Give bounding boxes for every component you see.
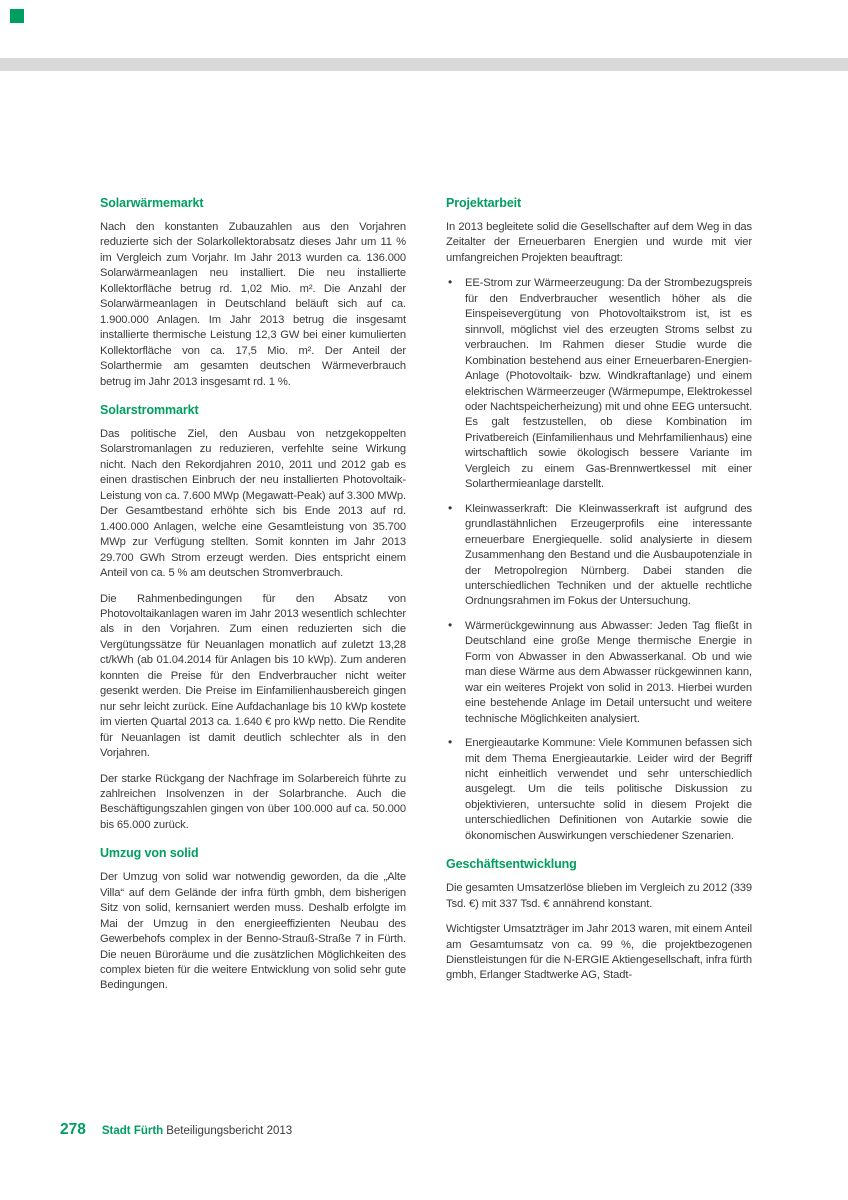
section-umzug-von-solid [100, 846, 406, 994]
bullet-icon: • [448, 735, 453, 750]
footer-document-title: Beteiligungsbericht 2013 [166, 1125, 293, 1137]
page-number: 278 [60, 1121, 86, 1138]
section-solarstrommarkt [100, 403, 406, 833]
paragraph: Nach den konstanten Zubauzahlen aus den Vorjahren reduzierte sich der Solarkollektorabsatz dieses Jahr um 11 % im Vergleich zum Vorjahr. Im Jahr 2013 wurden ca. 136.000 Solarwärmeanlagen neu installiert. Die neu installierte Kollektorfläche betrug rd. 1,02 Mio. m². Die Anzahl der Solarwärmeanlagen in Deutschland beläuft sich auf ca. 1.900.000 Anlagen. Im Jahr 2013 betrug die insgesamt installierte thermische Leistung 12,3 GW bei einer kumulierten Kollektorfläche von ca. 17,5 Mio. m². Der Anteil der Solarthermie am gesamten deutschen Wärmeverbrauch betrug im Jahr 2013 insgesamt rd. 1 %. [100, 221, 406, 388]
section-solarwaermemarkt [100, 196, 406, 390]
list-item [446, 276, 752, 492]
section-heading: Umzug von solid [100, 846, 199, 861]
paragraph: Die Rahmenbedingungen für den Absatz von Photovoltaikanlagen waren im Jahr 2013 wesentlich schlechter als in den Vorjahren. Zum einen reduzierten sich die Vergütungssätze für Neuanlagen monatlich auf zuletzt 13,28 ct/kWh (ab 01.04.2014 für Anlagen bis 10 kWp). Zum anderen konnten die Preise für den Endverbraucher nicht weiter gesenkt werden. Die Preise im Einfamilienhausbereich gingen nur sehr leicht zurück. Eine Aufdachanlage bis 10 kWp kostete im vierten Quartal 2013 ca. 1.640 € pro kWp netto. Die Rendite für Neuanlagen ist damit deutlich schlechter als in den Vorjahren. [100, 592, 406, 760]
section-heading: Projektarbeit [446, 196, 522, 210]
paragraph: In 2013 begleitete solid die Gesellschafter auf dem Weg in das Zeitalter der Erneuerbaren Energien und wurde mit vier umfangreichen Projekten beauftragt: [446, 221, 752, 264]
list-item-text: Kleinwasserkraft: Die Kleinwasserkraft ist aufgrund des grundlastähnlichen Erzeugerprofils eine interessante erneuerbare Energiequelle. solid analysierte in diesem Zusammenhang den Bestand und die Ausbaupotenziale in der Metropolregion Nürnberg. Dabei standen die unterschiedlichen Techniken und der aktuelle rechtliche Ordnungsrahmen im Fokus der Untersuchung. [465, 502, 752, 608]
paragraph: Der Umzug von solid war notwendig geworden, da die „Alte Villa“ auf dem Gelände der infra fürth gmbh, dem bisherigen Sitz von solid, kernsaniert werden muss. Deshalb erfolgte im Mai der Umzug in den energieeffizienten Neubau des Gewerbehofs complex in der Benno-Strauß-Straße 7 in Fürth. Die neuen Büroräume und die zusätzlichen Möglichkeiten des complex bieten für die weitere Entwicklung von solid sehr gute Bedingungen. [100, 871, 406, 992]
section-geschaeftsentwicklung [446, 857, 752, 984]
section-projektarbeit [446, 196, 752, 844]
footer-publisher: Stadt Fürth [101, 1125, 164, 1137]
right-column [446, 196, 752, 994]
bullet-icon: • [448, 500, 453, 515]
header-bar [0, 58, 848, 71]
list-item-text: EE-Strom zur Wärmeerzeugung: Da der Strombezugspreis für den Endverbraucher wesentlich höher als die Einspeisevergütung von Photovoltaikstrom ist, ist es sinnvoll, möglichst viel des erzeugten Stroms selbst zu verbrauchen. Im Rahmen dieser Studie wurde die Kombination bestehend aus einer Erneuerbaren-Energien-Anlage (Photovoltaik- bzw. Windkraftanlage) und einem elektrischen Wärmeerzeuger (Wärmepumpe, Elektrokessel oder Nachtspeicherheizung) mit und ohne EEG untersucht. Es galt festzustellen, ob diese Kombination im Privatbereich (Einfamilienhaus und Mehrfamilienhaus) eine wirtschaftlich sowie ökologisch bessere Variante im Vergleich zu einem Gas-Brennwertkessel mit einer Solarthermieanlage darstellt. [465, 277, 752, 491]
section-heading: Solarstrommarkt [100, 402, 199, 417]
list-item [446, 502, 752, 610]
bullet-icon: • [448, 275, 453, 290]
project-list [446, 276, 752, 844]
paragraph: Wichtigster Umsatzträger im Jahr 2013 waren, mit einem Anteil am Gesamtumsatz von ca. 99 %, die projektbezogenen Dienstleistungen für die N-ERGIE Aktiengesellschaft, infra fürth gmbh, Erlanger Stadtwerke AG, Stadt- [446, 923, 752, 982]
paragraph: Das politische Ziel, den Ausbau von netzgekoppelten Solarstromanlagen zu reduzieren, verfehlte seine Wirkung nicht. Nach den Rekordjahren 2010, 2011 und 2012 gab es einen drastischen Einbruch der neu installierten Photovoltaik-Leistung von ca. 7.600 MWp (Megawatt-Peak) auf 3.300 MWp. Der Gesamtbestand erhöhte sich bis Ende 2013 auf rd. 1.400.000 Anlagen, welche eine Gesamtleistung von 35.700 MWp zur Verfügung stellten. Somit konnten im Jahr 2013 29.700 GWh Strom erzeugt werden. Dies entspricht einem Anteil von ca. 5 % am deutschen Stromverbrauch. [100, 427, 406, 580]
list-item [446, 736, 752, 844]
list-item-text: Energieautarke Kommune: Viele Kommunen befassen sich mit dem Thema Energieautarkie. Leider wird der Begriff nicht einheitlich verwendet und sehr unterschiedlich ausgelegt. Um die teils politische Diskussion zu objektivieren, untersuchte solid in diesem Projekt die unterschiedlichen Definitionen von Autarkie sowie die ökonomischen Auswirkungen verschiedener Szenarien. [465, 737, 752, 842]
paragraph: Die gesamten Umsatzerlöse blieben im Vergleich zu 2012 (339 Tsd. €) mit 337 Tsd. € annährend konstant. [446, 882, 752, 910]
list-item-text: Wärmerückgewinnung aus Abwasser: Jeden Tag fließt in Deutschland eine große Menge thermische Energie in Form von Abwasser in den Abwasserkanal. Ob und wie man diese Wärme aus dem Abwasser rückgewinnen kann, war ein weiteres Projekt von solid in 2013. Hierbei wurden eine bestehende Anlage im Detail untersucht und weitere technische Möglichkeiten analysiert. [465, 619, 752, 725]
list-item [446, 619, 752, 727]
section-heading: Solarwärmemarkt [100, 196, 204, 210]
corner-mark [10, 9, 24, 23]
section-heading: Geschäftsentwicklung [446, 857, 577, 872]
page-footer [60, 1121, 292, 1139]
left-column [100, 196, 406, 1004]
paragraph: Der starke Rückgang der Nachfrage im Solarbereich führte zu zahlreichen Insolvenzen in der Solarbranche. Auch die Beschäftigungszahlen gingen von über 100.000 auf ca. 50.000 bis 65.000 zurück. [100, 772, 406, 831]
bullet-icon: • [448, 617, 453, 632]
